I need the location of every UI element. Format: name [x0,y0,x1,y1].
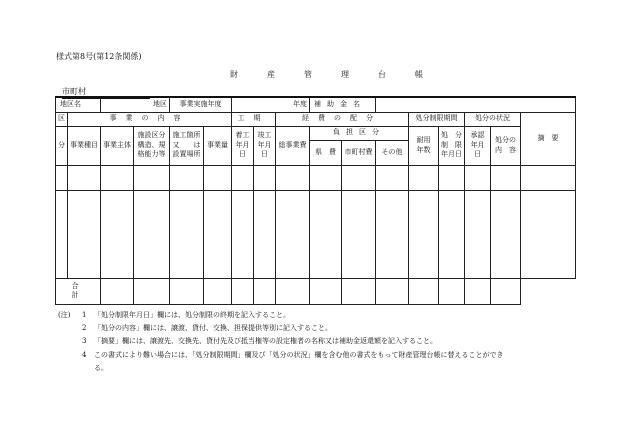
other-cost-header: その他 [376,140,409,165]
approval-date-header: 承認 年月 日 [465,126,491,165]
subsidy-amount-label: 補助金名 [310,97,376,112]
note-continuation: る。 [94,363,108,372]
start-date-header: 着工 年月 日 [232,126,254,165]
total-row [56,278,576,304]
disposal-limit-date-header: 処 分 制 限 年月日 [439,126,465,165]
table-row [56,190,576,278]
construction-location-header: 施工箇所 又 は 設置場所 [170,126,204,165]
construction-period-header: 工期 [232,112,276,126]
fiscal-year-label: 事業実施年度 [170,97,232,112]
subsidy-amount-value [376,97,576,112]
table-row [56,165,576,190]
summary-header: 摘 要 [521,112,576,165]
cost-allocation-header: 経費の配分 [276,112,409,126]
district-col-header-bottom: 分 [56,126,68,165]
disposal-status-header: 処分の状況 [465,112,521,126]
disposal-content-header: 処分の 内 容 [491,126,521,165]
burden-category-header: 負担区分 [310,126,409,140]
header-row-1 [56,112,576,126]
district-suffix: 地区 [101,97,170,112]
notes-section [58,309,504,375]
municipal-cost-header: 市町村費 [342,140,376,165]
note-item: 2 「処分の内容」欄には、譲渡、貸付、交換、担保提供等別に記入すること。 [82,324,332,333]
project-type-header: 事業種目 [68,126,101,165]
completion-date-header: 竣工 年月 日 [254,126,276,165]
header-row-2 [56,126,576,140]
project-operator-header: 事業主体 [101,126,134,165]
district-name-label: 地区名 [56,97,101,112]
useful-life-header: 耐用 年数 [409,126,439,165]
note-item: 4 この書式により難い場合には、「処分制限期間」欄及び「処分の状況」欄を含む他の書式をもって財産管理台帳に替えることができ [82,350,504,359]
total-project-cost-header: 総事業費 [276,126,310,165]
disposal-limit-period-header: 処分制限期間 [409,112,465,126]
info-row [56,97,576,112]
prefecture-cost-header: 県 費 [310,140,342,165]
year-suffix: 年度 [232,97,310,112]
total-label: 合 計 [56,278,101,304]
project-volume-header: 事業量 [204,126,232,165]
form-number: 様式第8号(第12条関係) [56,52,142,61]
note-item: 3 「摘要」欄には、譲渡先、交換先、貸付先及び抵当権等の設定権者の名称又は補助金返還額を記入すること。 [82,337,437,346]
note-item: (注) 1 「処分制限年月日」欄には、処分制限の終期を記入すること。 [58,309,504,322]
district-col-header-top: 区 [56,112,68,126]
project-content-header: 事業の内容 [68,112,232,126]
facility-class-header: 施設区分 構造、規 格能力等 [134,126,170,165]
document-title: 財産管理台帳 [230,70,452,79]
property-ledger-table [55,96,576,305]
notes-label: (注) [58,311,71,319]
municipality-field: 市町村 [62,86,150,99]
